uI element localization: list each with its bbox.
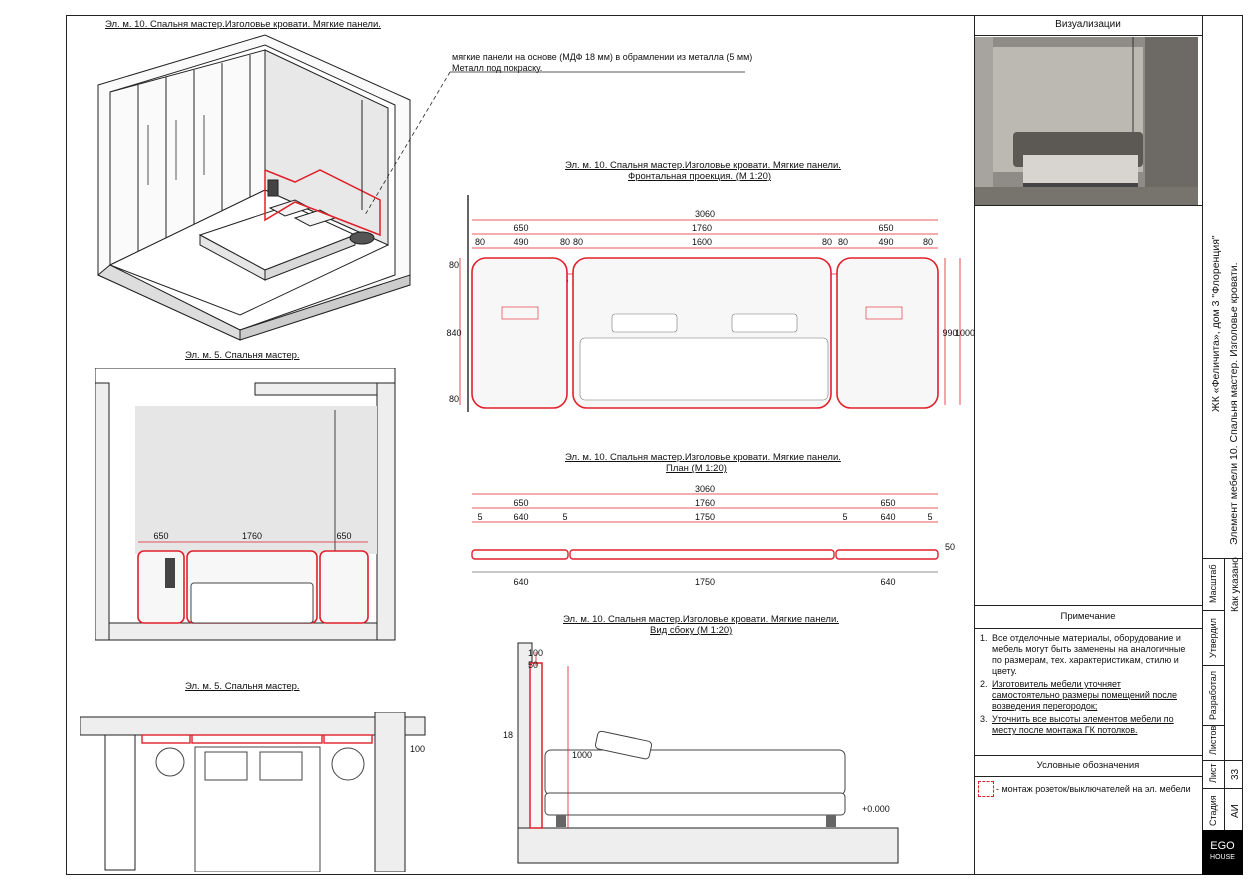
dim-plan-650a: 650	[513, 498, 529, 508]
room-elevation	[95, 368, 405, 643]
logo-line-1: EGO	[1210, 840, 1235, 852]
dim-plan-640d: 640	[880, 577, 896, 587]
right-divider	[1202, 15, 1203, 875]
tb-vline	[1224, 558, 1225, 830]
dim-plan-1760: 1760	[694, 498, 716, 508]
dim-roomplan-100: 100	[410, 744, 426, 754]
dim-front-1760: 1760	[691, 223, 713, 233]
dim-plan-3060: 3060	[694, 484, 716, 494]
dim-plan-640a: 640	[513, 512, 529, 522]
sheet-label: Лист	[1208, 763, 1218, 783]
dim-plan-5c: 5	[562, 512, 568, 522]
dim-front-650b: 650	[878, 223, 894, 233]
project-name: ЖК «Феличита», дом 3 "Флоренция"	[1210, 235, 1222, 412]
dim-elev-650b: 650	[336, 531, 352, 541]
dim-plan-1750: 1750	[694, 512, 716, 522]
plan-title-2: План (М 1:20)	[666, 463, 727, 474]
dim-side-50: 50	[528, 660, 539, 670]
dim-front-80c: 80	[572, 237, 584, 247]
dim-front-80v: 80	[448, 260, 460, 270]
dim-plan-5b: 5	[927, 512, 933, 522]
elev-title: Эл. м. 5. Спальня мастер.	[185, 350, 300, 361]
roomplan-title: Эл. м. 5. Спальня мастер.	[185, 681, 300, 692]
plan-title-1: Эл. м. 10. Спальня мастер.Изголовье кровати. Мягкие панели.	[565, 452, 841, 463]
stage-value: АИ	[1230, 804, 1241, 818]
side-title-2: Вид сбоку (М 1:20)	[650, 625, 733, 636]
visual-title: Визуализации	[974, 15, 1202, 36]
dim-front-650a: 650	[513, 223, 529, 233]
dim-plan-640b: 640	[880, 512, 896, 522]
stage-label: Стадия	[1208, 795, 1218, 826]
room-plan	[80, 712, 430, 872]
dim-front-490b: 490	[878, 237, 894, 247]
visual-divider	[974, 205, 1202, 206]
logo-line-2: HOUSE	[1210, 854, 1235, 861]
dim-side-100: 100	[528, 648, 544, 658]
front-title-2: Фронтальная проекция. (М 1:20)	[628, 171, 772, 182]
dim-plan-1750b: 1750	[694, 577, 716, 587]
note-item: 1. Все отделочные материалы, оборудование и мебель могут быть заменены на аналогичные по размерам, тех. характеристикам, стилю и цвету.	[980, 633, 1186, 676]
dim-front-1600: 1600	[691, 237, 713, 247]
callout-text-2: Металл под покраску.	[452, 63, 543, 73]
dim-front-80e: 80	[837, 237, 849, 247]
socket-legend-icon	[978, 781, 994, 797]
tb-line-2	[1202, 610, 1224, 611]
side-title-1: Эл. м. 10. Спальня мастер.Изголовье кровати. Мягкие панели.	[563, 614, 839, 625]
sheets-label: Листов	[1208, 725, 1218, 755]
legend-title: Условные обозначения	[974, 755, 1202, 777]
dim-plan-5d: 5	[842, 512, 848, 522]
front-title-1: Эл. м. 10. Спальня мастер.Изголовье кровати. Мягкие панели.	[565, 160, 841, 171]
dim-elev-1760: 1760	[241, 531, 263, 541]
notes-title: Примечание	[974, 605, 1202, 629]
dim-front-80f: 80	[922, 237, 934, 247]
tb-line-5	[1202, 760, 1243, 761]
iso-title: Эл. м. 10. Спальня мастер.Изголовье кровати. Мягкие панели.	[105, 19, 381, 30]
sheet-number: 33	[1230, 768, 1241, 780]
dim-plan-640c: 640	[513, 577, 529, 587]
dim-plan-5a: 5	[477, 512, 483, 522]
legend-item: - монтаж розеток/выключателей на эл. мебели	[996, 784, 1191, 794]
dim-elev-650a: 650	[153, 531, 169, 541]
dim-front-3060: 3060	[694, 209, 716, 219]
plan-view	[460, 484, 970, 594]
dim-front-80v2: 80	[448, 394, 460, 404]
scale-value: Как указано	[1230, 557, 1241, 612]
dim-side-1000: 1000	[572, 750, 593, 760]
tb-line-6	[1202, 788, 1243, 789]
dim-front-1000: 1000	[954, 328, 976, 338]
dim-side-18: 18	[503, 730, 514, 740]
dim-front-490a: 490	[513, 237, 529, 247]
dim-plan-50: 50	[944, 542, 956, 552]
level-mark: +0.000	[862, 804, 890, 814]
note-item: 2. Изготовитель мебели уточняет самостоятельно размеры помещений после возведения перегородок;	[980, 679, 1177, 711]
dim-front-990: 990	[942, 328, 958, 338]
developed-label: Разработал	[1208, 671, 1218, 720]
side-view	[500, 638, 900, 870]
note-item: 3. Уточнить все высоты элементов мебели по месту после монтажа ГК потолков.	[980, 714, 1174, 735]
notes-list	[980, 633, 1190, 738]
tb-line-3	[1202, 665, 1224, 666]
ego-house-logo	[1202, 830, 1243, 875]
dim-plan-650b: 650	[880, 498, 896, 508]
sheet-name: Элемент мебели 10. Спальня мастер. Изголовье кровати.	[1228, 262, 1240, 545]
callout-text-1: мягкие панели на основе (МДФ 18 мм) в обрамлении из металла (5 мм)	[452, 52, 753, 62]
front-elevation	[440, 190, 980, 420]
visualization-image	[975, 37, 1198, 205]
approved-label: Утвердил	[1208, 618, 1218, 658]
dim-front-840: 840	[446, 328, 462, 338]
dim-front-80a: 80	[474, 237, 486, 247]
dim-front-80b: 80	[559, 237, 571, 247]
scale-label: Масштаб	[1208, 564, 1218, 603]
dim-front-80d: 80	[821, 237, 833, 247]
